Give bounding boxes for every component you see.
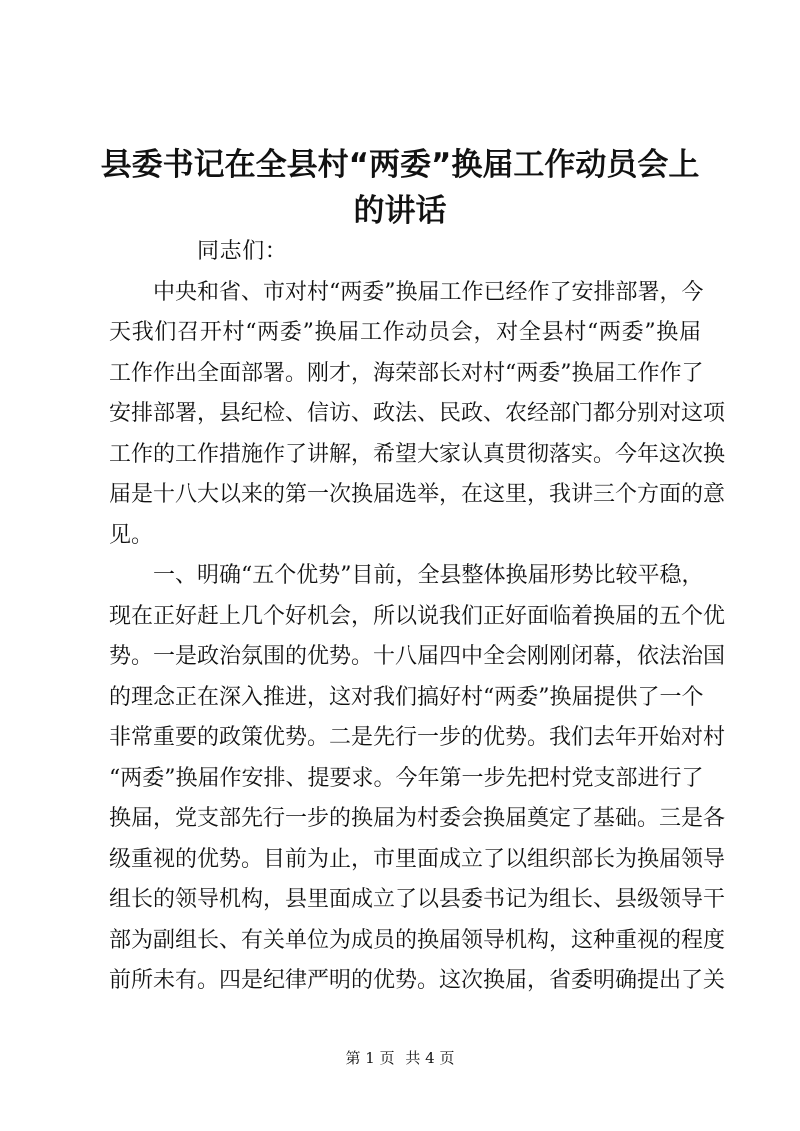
paragraph-line: 天我们召开村“两委”换届工作动员会，对全县村“两委”换届 <box>109 320 701 345</box>
page-total: 共 4 页 <box>405 1049 455 1067</box>
paragraph-line: 届是十八大以来的第一次换届选举，在这里，我讲三个方面的意 <box>109 482 726 507</box>
title-line: 县委书记在全县村“两委”换届工作动员会上 <box>100 147 700 183</box>
paragraph-line: 一、明确“五个优势”目前，全县整体换届形势比较平稳， <box>153 563 704 588</box>
document-title <box>100 142 700 234</box>
document-body <box>109 232 726 1002</box>
paragraph-line: 的理念正在深入推进，这对我们搞好村“两委”换届提供了一个 <box>109 684 704 710</box>
paragraph-line: “两委”换届作安排、提要求。今年第一步先把村党支部进行了 <box>109 765 704 791</box>
paragraph-line: 非常重要的政策优势。二是先行一步的优势。我们去年开始对村 <box>109 725 726 750</box>
paragraph-line: 工作作出全面部署。刚才，海荣部长对村“两委”换届工作作了 <box>109 360 704 386</box>
paragraph-line: 同志们： <box>197 239 288 264</box>
page-footer <box>0 1048 800 1068</box>
intro-paragraph <box>109 273 726 557</box>
paragraph-line: 势。一是政治氛围的优势。十八届四中全会刚刚闭幕，依法治国 <box>109 644 726 669</box>
paragraph-line: 组长的领导机构，县里面成立了以县委书记为组长、县级领导干 <box>109 887 726 912</box>
paragraph-line: 前所未有。四是纪律严明的优势。这次换届，省委明确提出了关 <box>109 968 726 993</box>
paragraph-line: 换届，党支部先行一步的换届为村委会换届奠定了基础。三是各 <box>109 806 726 831</box>
paragraph-line: 级重视的优势。目前为止，市里面成立了以组织部长为换届领导 <box>109 846 726 872</box>
paragraph-line: 安排部署，县纪检、信访、政法、民政、农经部门都分别对这项 <box>109 401 726 426</box>
section-one-paragraph <box>109 556 726 1002</box>
paragraph-line: 部为副组长、有关单位为成员的换届领导机构，这种重视的程度 <box>109 927 726 953</box>
title-line: 的讲话 <box>353 193 447 229</box>
paragraph-line: 工作的工作措施作了讲解，希望大家认真贯彻落实。今年这次换 <box>109 441 726 467</box>
page-number: 第 1 页 <box>345 1049 395 1067</box>
paragraph-line: 见。 <box>109 522 154 548</box>
paragraph-line: 现在正好赶上几个好机会，所以说我们正好面临着换届的五个优 <box>109 603 726 629</box>
salutation-paragraph <box>109 232 701 273</box>
paragraph-line: 中央和省、市对村“两委”换届工作已经作了安排部署，今 <box>153 279 704 305</box>
